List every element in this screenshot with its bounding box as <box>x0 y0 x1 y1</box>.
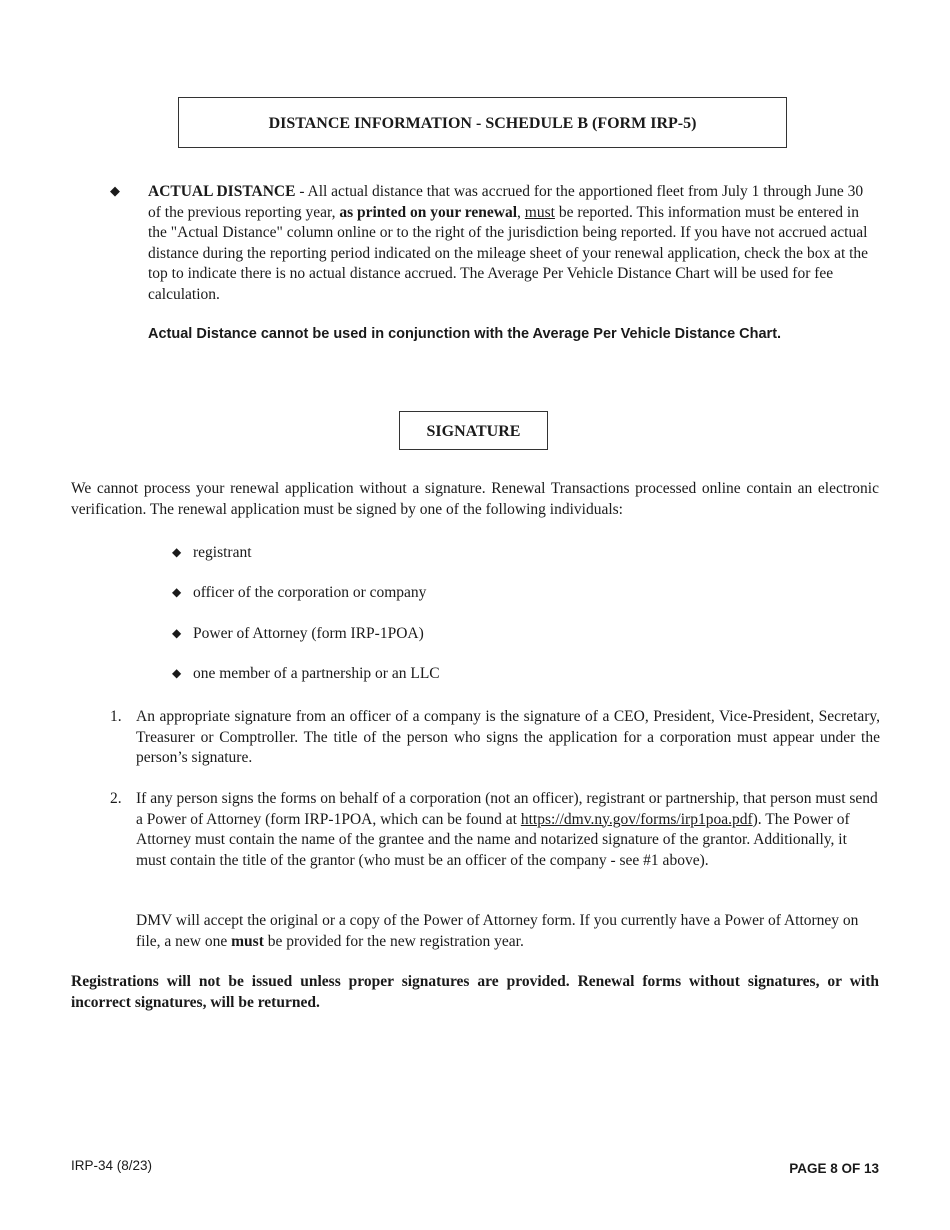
actual-distance-must: must <box>524 203 555 221</box>
signature-intro: We cannot process your renewal application without a signature. Renewal Transactions processed online contain an electronic verification. The renewal application must be signed by one of the following individuals: <box>71 480 879 518</box>
actual-distance-text-3: be reported. This information must be entered in the "Actual Distance" column online or to the right of the jurisdiction being reported. If you have not accrued actual distance during the reporting period indicated on the mileage sheet of your renewal application, check the box at the top to indicate there is no actual distance accrued. The Average Per Vehicle Distance Chart will be used for fee calculation. <box>148 203 869 303</box>
dmv-text-2: be provided for the new registration year. <box>263 932 524 950</box>
signer-label: officer of the corporation or company <box>193 584 427 601</box>
page-number: PAGE 8 OF 13 <box>789 1161 879 1176</box>
item-number: 1. <box>110 708 122 725</box>
signer-item <box>172 582 426 603</box>
dmv-text-1: DMV will accept the original or a copy of the Power of Attorney form. If you currently have a Power of Attorney on file, a new one <box>136 912 859 950</box>
actual-distance-paragraph <box>148 182 878 305</box>
actual-distance-note: Actual Distance cannot be used in conjunction with the Average Per Vehicle Distance Chart. <box>148 326 782 342</box>
diamond-bullet-icon: ◆ <box>172 585 182 599</box>
actual-distance-text-2: , <box>517 203 525 221</box>
actual-distance-bold-phrase: as printed on your renewal <box>339 203 518 221</box>
signer-label: registrant <box>193 544 252 561</box>
item-number: 2. <box>110 790 122 807</box>
diamond-bullet-icon: ◆ <box>172 666 182 680</box>
signer-label: Power of Attorney (form IRP-1POA) <box>193 625 424 642</box>
signature-warning: Registrations will not be issued unless proper signatures are provided. Renewal forms without signatures, or with incorrect signatures, will be returned. <box>71 973 879 1011</box>
diamond-bullet-icon: ◆ <box>172 626 182 640</box>
distance-section-title: DISTANCE INFORMATION - SCHEDULE B (FORM IRP-5) <box>178 97 787 148</box>
item-2-text-1: If any person signs the forms on behalf of a corporation (not an officer), registrant or partnership, that person must send a Power of Attorney (form IRP-1POA, which can be found at <box>136 790 878 828</box>
signer-item <box>172 663 440 684</box>
signature-section-title: SIGNATURE <box>399 411 548 450</box>
irp1poa-form-link[interactable]: https://dmv.ny.gov/forms/irp1poa.pdf <box>520 810 753 828</box>
item-2-text-2: ). The Power of Attorney must contain the name of the grantee and the name and notarized signature of the grantor. Additionally, it must contain the title of the grantor (who must be an officer of the company - see #1 above). <box>136 810 850 869</box>
numbered-item-1 <box>110 707 880 769</box>
form-id: IRP-34 (8/23) <box>71 1158 153 1173</box>
diamond-bullet-icon: ◆ <box>172 545 182 559</box>
dmv-must: must <box>231 932 264 950</box>
item-1-text: An appropriate signature from an officer of a company is the signature of a CEO, President, Vice-President, Secretary, Treasurer or Comptroller. The title of the person who signs the application for a corporation must appear under the person’s signature. <box>136 708 880 766</box>
item-2-text <box>136 789 880 871</box>
signer-item <box>172 623 424 644</box>
actual-distance-text-1: - All actual distance that was accrued for the apportioned fleet from July 1 through June 30 of the previous reporting year, <box>148 183 864 221</box>
signer-item <box>172 542 252 563</box>
actual-distance-label: ACTUAL DISTANCE <box>148 183 296 200</box>
diamond-bullet-icon: ◆ <box>110 183 120 198</box>
dmv-accept-paragraph <box>136 911 880 952</box>
signer-label: one member of a partnership or an LLC <box>193 665 440 682</box>
numbered-item-2 <box>110 789 880 871</box>
